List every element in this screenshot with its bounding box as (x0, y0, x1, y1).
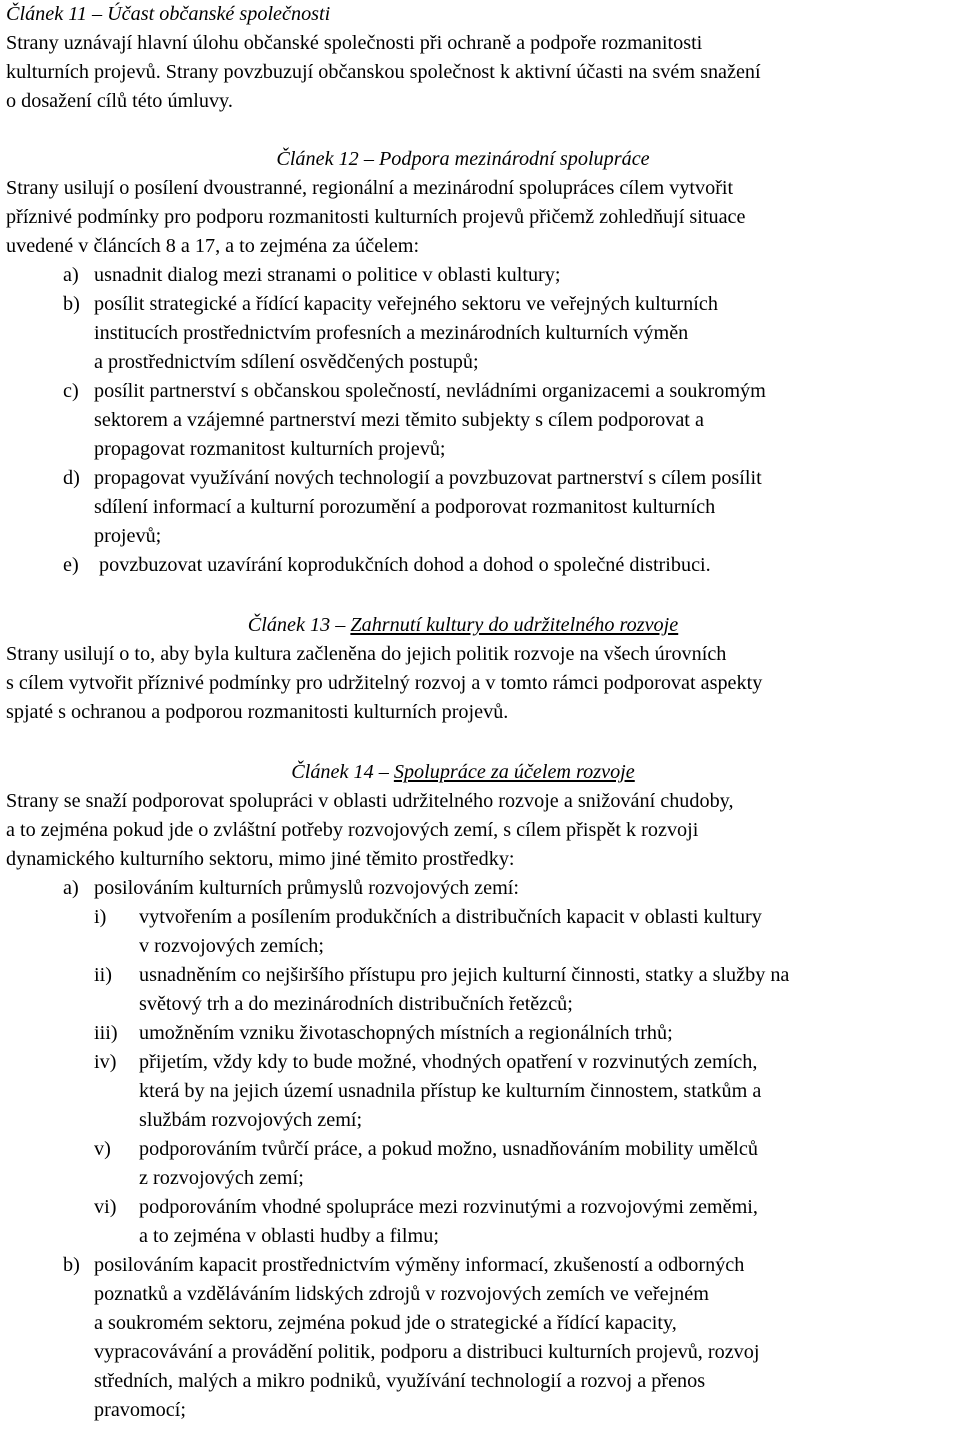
list-item-line: středních, malých a mikro podniků, využívání technologií a rozvoj a přenos (94, 1370, 706, 1392)
list-item-line: institucích prostřednictvím profesních a mezinárodních kulturních výměn (94, 322, 689, 344)
article-14 (6, 756, 960, 1425)
sub-list-item (6, 1048, 960, 1135)
list-item (6, 261, 960, 290)
list-marker: a) (63, 264, 79, 286)
list-marker: c) (63, 380, 79, 402)
list-item-line: povzbuzovat uzavírání koprodukčních dohod a dohod o společné distribuci. (94, 554, 711, 576)
sub-list-item-line: podporováním tvůrčí práce, a pokud možno, usnadňováním mobility umělců (139, 1138, 758, 1160)
list-item-line: posilováním kulturních průmyslů rozvojových zemí: (94, 877, 519, 899)
article-14-line: a to zejména pokud jde o zvláštní potřeby rozvojových zemí, s cílem přispět k rozvoji (6, 819, 699, 841)
list-item (6, 377, 960, 464)
sub-list-item-line: umožněním vzniku životaschopných místních a regionálních trhů; (139, 1022, 673, 1044)
list-item-line: posilováním kapacit prostřednictvím výměny informací, zkušeností a odborných (94, 1254, 745, 1276)
article-13 (6, 609, 960, 727)
sub-list-item (6, 1193, 960, 1251)
article-11-line: kulturních projevů. Strany povzbuzují občanskou společnost k aktivní účasti na svém snažení (6, 61, 761, 83)
sub-list-item-line: z rozvojových zemí; (139, 1167, 304, 1189)
list-marker: a) (63, 877, 79, 899)
article-11-heading: Článek 11 – Účast občanské společnosti (6, 3, 331, 25)
article-11 (6, 0, 960, 116)
list-item-line: poznatků a vzděláváním lidských zdrojů v rozvojových zemích ve veřejném (94, 1283, 709, 1305)
list-item-line: posílit partnerství s občanskou společností, nevládními organizacemi a soukromým (94, 380, 766, 402)
paragraph-gap (6, 580, 960, 609)
sub-list-marker: iv) (94, 1051, 117, 1073)
list-item (6, 290, 960, 377)
list-item-line: propagovat využívání nových technologií a povzbuzovat partnerství s cílem posílit (94, 467, 762, 489)
article-12-line: příznivé podmínky pro podporu rozmanitosti kulturních projevů přičemž zohledňují situace (6, 206, 746, 228)
sub-list-item (6, 1135, 960, 1193)
article-12-line: Strany usilují o posílení dvoustranné, regionální a mezinárodní spolupráces cílem vytvořit (6, 177, 734, 199)
article-11-line: o dosažení cílů této úmluvy. (6, 90, 233, 112)
list-item-line: sektorem a vzájemné partnerství mezi těmito subjekty s cílem podporovat a (94, 409, 704, 431)
list-item-line: vypracovávání a provádění politik, podporu a distribuci kulturních projevů, rozvoj (94, 1341, 760, 1363)
list-item-line: a soukromém sektoru, zejména pokud jde o strategické a řídící kapacity, (94, 1312, 677, 1334)
sub-list-item-line: a to zejména v oblasti hudby a filmu; (139, 1225, 439, 1247)
sub-list-item (6, 1019, 960, 1048)
sub-list-marker: i) (94, 906, 107, 928)
list-item-line: a prostřednictvím sdílení osvědčených postupů; (94, 351, 479, 373)
article-13-heading-text: Článek 13 – Zahrnutí kultury do udržitelného rozvoje (247, 614, 679, 636)
document-page (6, 0, 960, 1425)
sub-list-marker: ii) (94, 964, 112, 986)
list-item-line: posílit strategické a řídící kapacity veřejného sektoru ve veřejných kulturních (94, 293, 718, 315)
list-item-line: usnadnit dialog mezi stranami o politice v oblasti kultury; (94, 264, 561, 286)
sub-list-item-line: usnadněním co nejširšího přístupu pro jejich kulturní činnosti, statky a služby na (139, 964, 790, 986)
article-13-line: spjaté s ochranou a podporou rozmanitosti kulturních projevů. (6, 701, 509, 723)
heading-title-underlined: Spolupráce za účelem rozvoje (393, 761, 635, 783)
article-13-line: Strany usilují o to, aby byla kultura začleněna do jejich politik rozvoje na všech úrovních (6, 643, 727, 665)
heading-title-underlined: Zahrnutí kultury do udržitelného rozvoje (350, 614, 679, 636)
list-item-line: sdílení informací a kulturní porozumění a podporovat rozmanitost kulturních (94, 496, 716, 518)
article-12-line: uvedené v článcích 8 a 17, a to zejména za účelem: (6, 235, 420, 257)
sub-list-marker: iii) (94, 1022, 118, 1044)
paragraph-gap (6, 116, 960, 145)
sub-list-item (6, 903, 960, 961)
sub-list-marker: v) (94, 1138, 111, 1160)
list-marker: e) (63, 554, 79, 576)
article-12-heading: Článek 12 – Podpora mezinárodní spolupráce (276, 148, 650, 170)
article-14-heading-text: Článek 14 – Spolupráce za účelem rozvoje (291, 761, 635, 783)
article-11-line: Strany uznávají hlavní úlohu občanské společnosti při ochraně a podpoře rozmanitosti (6, 32, 703, 54)
paragraph-gap (6, 727, 960, 756)
sub-list-item-line: podporováním vhodné spolupráce mezi rozvinutými a rozvojovými zeměmi, (139, 1196, 758, 1218)
list-item-line: propagovat rozmanitost kulturních projevů; (94, 438, 446, 460)
list-item (6, 464, 960, 551)
sub-list-item-line: v rozvojových zemích; (139, 935, 324, 957)
list-item-line: pravomocí; (94, 1399, 186, 1421)
sub-list-item-line: službám rozvojových zemí; (139, 1109, 363, 1131)
sub-list-item-line: přijetím, vždy kdy to bude možné, vhodných opatření v rozvinutých zemích, (139, 1051, 758, 1073)
article-12 (6, 145, 960, 580)
sub-list-item-line: světový trh a do mezinárodních distribučních řetězců; (139, 993, 573, 1015)
list-item (6, 1251, 960, 1425)
sub-list-item (6, 961, 960, 1019)
article-14-line: Strany se snaží podporovat spolupráci v oblasti udržitelného rozvoje a snižování chudoby, (6, 790, 734, 812)
list-item (6, 874, 960, 903)
list-marker: b) (63, 293, 80, 315)
list-item (6, 551, 960, 580)
article-13-line: s cílem vytvořit příznivé podmínky pro udržitelný rozvoj a v tomto rámci podporovat aspekty (6, 672, 763, 694)
list-marker: b) (63, 1254, 80, 1276)
sub-list-item-line: která by na jejich území usnadnila přístup ke kulturním činnostem, statkům a (139, 1080, 762, 1102)
article-14-line: dynamického kulturního sektoru, mimo jiné těmito prostředky: (6, 848, 515, 870)
list-item-line: projevů; (94, 525, 162, 547)
list-marker: d) (63, 467, 80, 489)
sub-list-item-line: vytvořením a posílením produkčních a distribučních kapacit v oblasti kultury (139, 906, 762, 928)
article-14-heading (6, 758, 960, 787)
article-13-heading (6, 611, 960, 640)
sub-list-marker: vi) (94, 1196, 117, 1218)
